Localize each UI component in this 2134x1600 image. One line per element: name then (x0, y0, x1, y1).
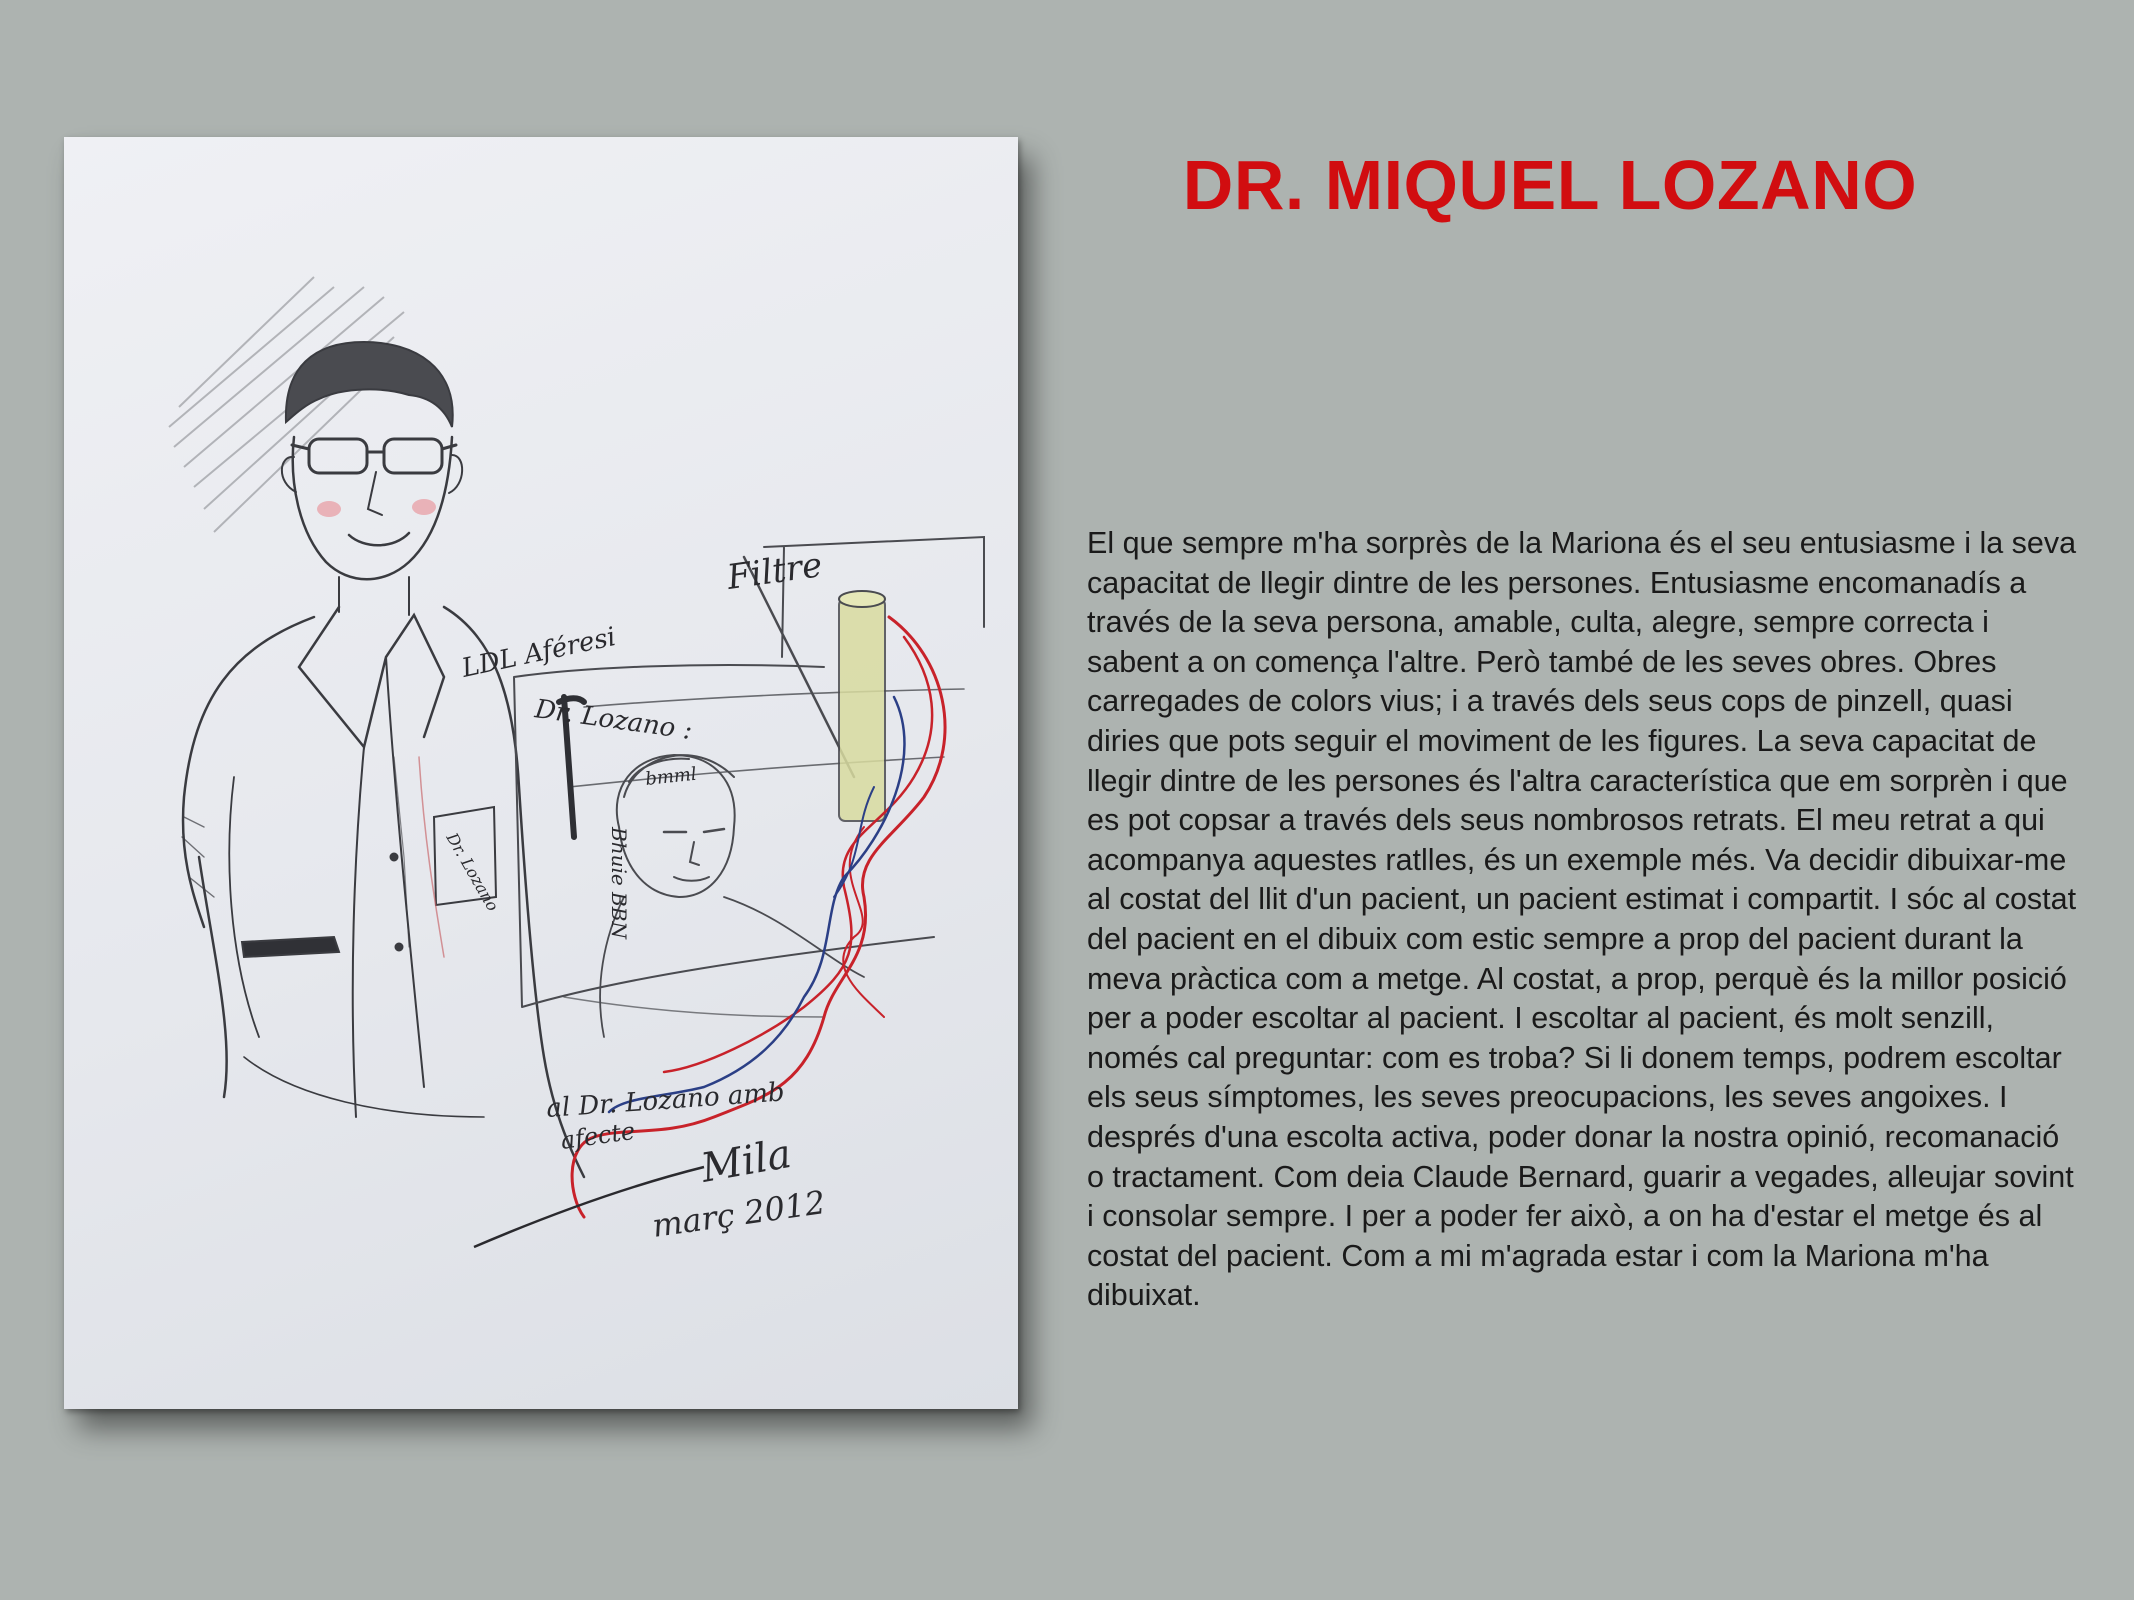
annotation-dedication-1: al Dr. Lozano amb (545, 1077, 786, 1124)
patient-bed (514, 537, 984, 1037)
doctor-arm-left (229, 777, 259, 1037)
doctor-hair (286, 342, 453, 427)
page-title: DR. MIQUEL LOZANO (1182, 146, 1918, 224)
annotations (442, 545, 828, 1247)
doctor-coat-center (353, 657, 424, 1117)
artist-signature: Mila (697, 1130, 795, 1192)
annotation-badge: Dr. Lozano (442, 829, 503, 915)
doctor-coat-hem (244, 1057, 484, 1117)
patient-eyes (664, 829, 724, 832)
annotation-dedication-2: afecte (558, 1116, 637, 1155)
bed-frame (514, 537, 984, 1007)
annotation-procedure: LDL Aféresi (459, 621, 619, 684)
annotation-small-note: bmml (644, 763, 698, 790)
filter-column (744, 557, 885, 821)
doctor-neck (339, 577, 409, 615)
doctor-coat-left (183, 617, 314, 1097)
filter-cylinder (839, 599, 885, 821)
annotation-stand: Bhuie BBN (607, 827, 631, 939)
doctor-figure (182, 342, 584, 1177)
doctor-collar (299, 607, 444, 747)
testimonial-text: El que sempre m'ha sorprès de la Mariona és el seu entusiasme i la seva capacitat de llegir dintre de les persones. Entusiasme encomanadís a través de la seva persona, amable, culta, alegre, sempre correcta i sabent a on comença l'altre. Però també de les seves obres. Obres carregades de colors vius; i a través dels seus cops de pinzell, quasi diries que pots seguir el moviment de les figures. La seva capacitat de llegir dintre de les persones és l'altra característica que em sorprèn i que es pot copsar a través dels seus nombrosos retrats. El meu retrat a qui acompanya aquestes ratlles, és un exemple més. Va decidir dibuixar-me al costat del llit d'un pacient, un pacient estimat i compartit. I sóc al costat del pacient en el dibuix com estic sempre a prop del pacient durant la meva pràctica com a metge. Al costat, a prop, perquè és la millor posició per a poder escoltar al pacient. I escoltar al pacient, és molt senzill, només cal preguntar: com es troba? Si li donem temps, podrem escoltar els seus símptomes, les seves preocupacions, les seves angoixes. I després d'una escolta activa, poder donar la nostra opinió, recomanació o tractament. Com deia Claude Bernard, guarir a vegades, alleujar sovint i consolar sempre. I per a poder fer això, a on ha d'estar el metge és al costat del pacient. Com a mi m'agrada estar i com la Mariona m'ha dibuixat. (1087, 526, 2077, 1313)
doctor-glasses (292, 439, 456, 473)
doctor-nose (368, 472, 382, 515)
artwork-drawing (64, 137, 1018, 1409)
doctor-mouth (349, 533, 409, 545)
doctor-pocket-side (242, 937, 339, 957)
pencil-sketch (64, 137, 1018, 1409)
annotation-doctor: Dr. Lozano : (533, 694, 695, 746)
patient-nose-mouth (674, 842, 709, 881)
blanket (564, 997, 824, 1017)
artwork-date: març 2012 (649, 1183, 828, 1245)
annotation-filter: Filtre (724, 545, 825, 598)
